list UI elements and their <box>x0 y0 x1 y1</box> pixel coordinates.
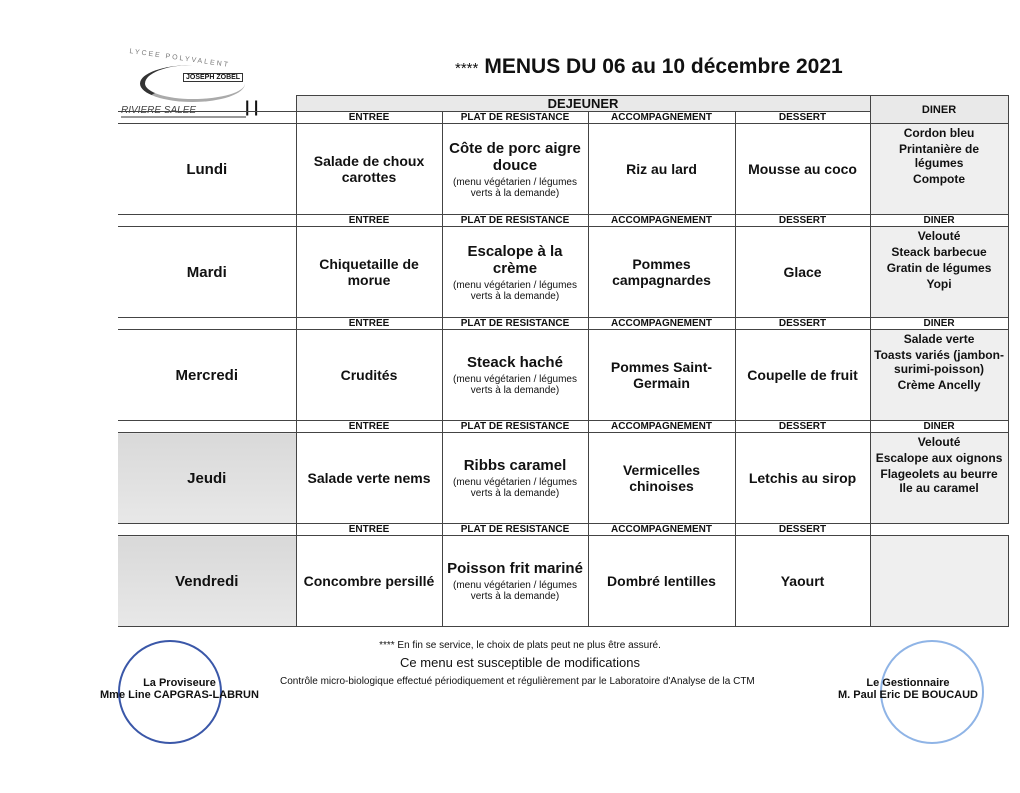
right-sig-title: Le Gestionnaire <box>866 677 950 689</box>
plat-note: (menu végétarien / légumes verts à la demande) <box>453 580 577 602</box>
day-label: Lundi <box>118 124 296 215</box>
dessert-cell: Coupelle de fruit <box>735 330 870 421</box>
plat-header: PLAT DE RESISTANCE <box>442 112 588 124</box>
diner-header: DINER <box>870 421 1008 433</box>
plat-cell <box>442 124 588 215</box>
page-title <box>455 55 843 79</box>
logo-place: RIVIERE SALEE <box>121 105 246 118</box>
plat-header: PLAT DE RESISTANCE <box>442 318 588 330</box>
left-sig-title: La Proviseure <box>143 677 216 689</box>
plat-header: PLAT DE RESISTANCE <box>442 421 588 433</box>
logo-name: JOSEPH ZOBEL <box>183 73 243 82</box>
diner-cell <box>870 124 1008 215</box>
dejeuner-header: DEJEUNER <box>296 96 870 112</box>
accompagnement-header: ACCOMPAGNEMENT <box>588 318 735 330</box>
footer-note: **** En fin se service, le choix de plats peut ne plus être assuré. <box>379 640 661 651</box>
dessert-header: DESSERT <box>735 215 870 227</box>
diner-cell <box>870 433 1008 524</box>
plat-note: (menu végétarien / légumes verts à la demande) <box>453 477 577 499</box>
blank <box>118 215 296 227</box>
entree-cell: Salade de choux carottes <box>296 124 442 215</box>
accompagnement-cell: Pommes Saint-Germain <box>588 330 735 421</box>
diner-cell <box>870 536 1008 627</box>
diner-header: DINER <box>870 215 1008 227</box>
diner-item: Toasts variés (jambon-surimi-poisson) <box>874 348 1004 376</box>
plat-header: PLAT DE RESISTANCE <box>442 215 588 227</box>
diner-item: Crème Ancelly <box>897 378 981 392</box>
blank <box>118 96 296 112</box>
dessert-cell: Yaourt <box>735 536 870 627</box>
dessert-header: DESSERT <box>735 421 870 433</box>
plat-name: Ribbs caramel <box>463 457 567 474</box>
plat-cell <box>442 536 588 627</box>
accompagnement-header: ACCOMPAGNEMENT <box>588 112 735 124</box>
diner-item: Velouté <box>917 229 961 243</box>
diner-item: Printanière de légumes <box>899 142 980 170</box>
plat-note: (menu végétarien / légumes verts à la demande) <box>453 279 577 302</box>
plat-name: Escalope à la crème <box>467 242 563 277</box>
blank <box>118 318 296 330</box>
plat-note: (menu végétarien / légumes verts à la demande) <box>453 176 577 199</box>
blank <box>118 112 296 124</box>
day-row <box>118 536 1008 627</box>
day-row <box>118 124 1008 215</box>
left-signature <box>100 677 259 701</box>
plat-name: Poisson frit mariné <box>447 560 583 577</box>
accompagnement-header: ACCOMPAGNEMENT <box>588 215 735 227</box>
diner-header: DINER <box>870 96 1008 124</box>
plat-cell <box>442 227 588 318</box>
day-row <box>118 330 1008 421</box>
footer <box>280 640 755 687</box>
menu-table <box>118 95 1009 627</box>
diner-item: Velouté <box>917 435 961 449</box>
entree-header: ENTREE <box>296 112 442 124</box>
right-signature <box>838 677 978 701</box>
accompagnement-cell: Vermicelles chinoises <box>588 433 735 524</box>
blank <box>870 524 1008 536</box>
plat-cell <box>442 433 588 524</box>
entree-cell: Concombre persillé <box>296 536 442 627</box>
entree-cell: Salade verte nems <box>296 433 442 524</box>
diner-item: Yopi <box>926 277 952 291</box>
accompagnement-cell: Dombré lentilles <box>588 536 735 627</box>
entree-cell: Crudités <box>296 330 442 421</box>
logo-bars: | | <box>245 99 259 116</box>
accompagnement-header: ACCOMPAGNEMENT <box>588 421 735 433</box>
day-label: Jeudi <box>118 433 296 524</box>
right-sig-name: M. Paul Eric DE BOUCAUD <box>838 689 978 701</box>
entree-header: ENTREE <box>296 421 442 433</box>
entree-cell: Chiquetaille de morue <box>296 227 442 318</box>
diner-item: Compote <box>913 172 966 186</box>
diner-item: Gratin de légumes <box>886 261 992 275</box>
dessert-cell: Glace <box>735 227 870 318</box>
left-sig-name: Mme Line CAPGRAS-LABRUN <box>100 689 259 701</box>
day-label: Mardi <box>118 227 296 318</box>
accompagnement-cell: Riz au lard <box>588 124 735 215</box>
diner-cell <box>870 330 1008 421</box>
accompagnement-header: ACCOMPAGNEMENT <box>588 524 735 536</box>
day-row <box>118 433 1008 524</box>
logo-ring-text: LYCEE POLYVALENT <box>129 47 231 70</box>
title-stars: **** <box>455 60 479 77</box>
diner-cell <box>870 227 1008 318</box>
accompagnement-cell: Pommes campagnardes <box>588 227 735 318</box>
dessert-header: DESSERT <box>735 318 870 330</box>
day-row <box>118 227 1008 318</box>
plat-header: PLAT DE RESISTANCE <box>442 524 588 536</box>
plat-note: (menu végétarien / légumes verts à la demande) <box>453 374 577 396</box>
blank <box>118 421 296 433</box>
entree-header: ENTREE <box>296 318 442 330</box>
dessert-cell: Mousse au coco <box>735 124 870 215</box>
diner-item: Escalope aux oignons <box>875 451 1003 465</box>
plat-name: Steack haché <box>467 354 563 371</box>
plat-cell <box>442 330 588 421</box>
dessert-header: DESSERT <box>735 112 870 124</box>
dessert-header: DESSERT <box>735 524 870 536</box>
diner-item: Flageolets au beurre Ile au caramel <box>880 467 998 495</box>
day-label: Vendredi <box>118 536 296 627</box>
diner-item: Steack barbecue <box>891 245 987 259</box>
day-label: Mercredi <box>118 330 296 421</box>
diner-header: DINER <box>870 318 1008 330</box>
diner-item: Salade verte <box>903 332 975 346</box>
dessert-cell: Letchis au sirop <box>735 433 870 524</box>
entree-header: ENTREE <box>296 524 442 536</box>
title-text: MENUS DU 06 au 10 décembre 2021 <box>484 55 843 78</box>
footer-modif: Ce menu est susceptible de modifications <box>400 655 640 670</box>
blank <box>118 524 296 536</box>
plat-name: Côte de porc aigre douce <box>449 139 581 174</box>
footer-controle: Contrôle micro-biologique effectué périodiquement et régulièrement par le Laboratoire d'Analyse de la CTM <box>280 676 755 687</box>
entree-header: ENTREE <box>296 215 442 227</box>
diner-item: Cordon bleu <box>903 126 975 140</box>
